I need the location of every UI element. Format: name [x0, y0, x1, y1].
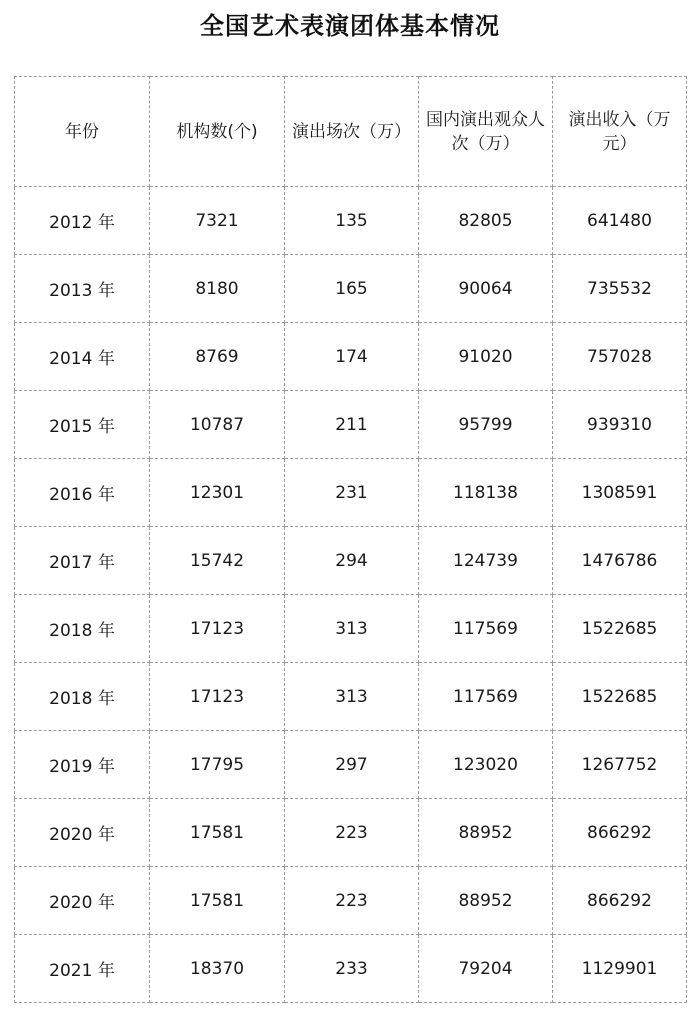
cell-revenue: 1476786	[553, 527, 687, 595]
cell-year: 2016 年	[15, 459, 150, 527]
table-row	[15, 595, 687, 663]
cell-performances: 231	[285, 459, 419, 527]
cell-performances: 223	[285, 799, 419, 867]
table-row	[15, 935, 687, 1003]
cell-institutions: 17581	[150, 867, 285, 935]
cell-revenue: 939310	[553, 391, 687, 459]
cell-institutions: 7321	[150, 187, 285, 255]
table-row	[15, 731, 687, 799]
cell-institutions: 8769	[150, 323, 285, 391]
header-year: 年份	[15, 77, 150, 187]
cell-performances: 233	[285, 935, 419, 1003]
cell-institutions: 12301	[150, 459, 285, 527]
cell-institutions: 17581	[150, 799, 285, 867]
cell-institutions: 17795	[150, 731, 285, 799]
cell-audience: 117569	[419, 663, 553, 731]
table-row	[15, 663, 687, 731]
cell-year: 2020 年	[15, 867, 150, 935]
cell-year: 2014 年	[15, 323, 150, 391]
cell-year: 2017 年	[15, 527, 150, 595]
cell-audience: 95799	[419, 391, 553, 459]
header-row	[15, 77, 687, 187]
cell-year: 2012 年	[15, 187, 150, 255]
table-row	[15, 867, 687, 935]
cell-performances: 223	[285, 867, 419, 935]
table-header	[15, 77, 687, 187]
table-row	[15, 527, 687, 595]
cell-revenue: 866292	[553, 799, 687, 867]
cell-revenue: 1267752	[553, 731, 687, 799]
table-row	[15, 391, 687, 459]
cell-revenue: 1308591	[553, 459, 687, 527]
stats-table	[14, 76, 687, 1003]
cell-performances: 313	[285, 595, 419, 663]
cell-performances: 211	[285, 391, 419, 459]
table-row	[15, 459, 687, 527]
header-revenue: 演出收入（万元）	[553, 77, 687, 187]
cell-audience: 88952	[419, 867, 553, 935]
table-row	[15, 255, 687, 323]
cell-institutions: 17123	[150, 663, 285, 731]
cell-audience: 123020	[419, 731, 553, 799]
cell-audience: 118138	[419, 459, 553, 527]
cell-performances: 165	[285, 255, 419, 323]
cell-performances: 297	[285, 731, 419, 799]
cell-institutions: 10787	[150, 391, 285, 459]
cell-year: 2013 年	[15, 255, 150, 323]
cell-revenue: 757028	[553, 323, 687, 391]
header-audience: 国内演出观众人次（万）	[419, 77, 553, 187]
cell-audience: 124739	[419, 527, 553, 595]
cell-audience: 88952	[419, 799, 553, 867]
table-row	[15, 187, 687, 255]
cell-performances: 135	[285, 187, 419, 255]
cell-audience: 90064	[419, 255, 553, 323]
table-body	[15, 187, 687, 1003]
cell-year: 2015 年	[15, 391, 150, 459]
table-row	[15, 799, 687, 867]
cell-revenue: 1522685	[553, 595, 687, 663]
cell-performances: 294	[285, 527, 419, 595]
cell-year: 2018 年	[15, 663, 150, 731]
cell-year: 2019 年	[15, 731, 150, 799]
cell-institutions: 8180	[150, 255, 285, 323]
cell-audience: 79204	[419, 935, 553, 1003]
cell-audience: 82805	[419, 187, 553, 255]
cell-audience: 117569	[419, 595, 553, 663]
table-row	[15, 323, 687, 391]
cell-year: 2018 年	[15, 595, 150, 663]
cell-performances: 313	[285, 663, 419, 731]
cell-year: 2021 年	[15, 935, 150, 1003]
cell-revenue: 641480	[553, 187, 687, 255]
header-performances: 演出场次（万）	[285, 77, 419, 187]
cell-audience: 91020	[419, 323, 553, 391]
cell-revenue: 1129901	[553, 935, 687, 1003]
cell-institutions: 18370	[150, 935, 285, 1003]
cell-institutions: 17123	[150, 595, 285, 663]
cell-institutions: 15742	[150, 527, 285, 595]
cell-revenue: 1522685	[553, 663, 687, 731]
cell-revenue: 735532	[553, 255, 687, 323]
cell-year: 2020 年	[15, 799, 150, 867]
page-title: 全国艺术表演团体基本情况	[200, 12, 500, 40]
cell-revenue: 866292	[553, 867, 687, 935]
header-institutions: 机构数(个)	[150, 77, 285, 187]
cell-performances: 174	[285, 323, 419, 391]
